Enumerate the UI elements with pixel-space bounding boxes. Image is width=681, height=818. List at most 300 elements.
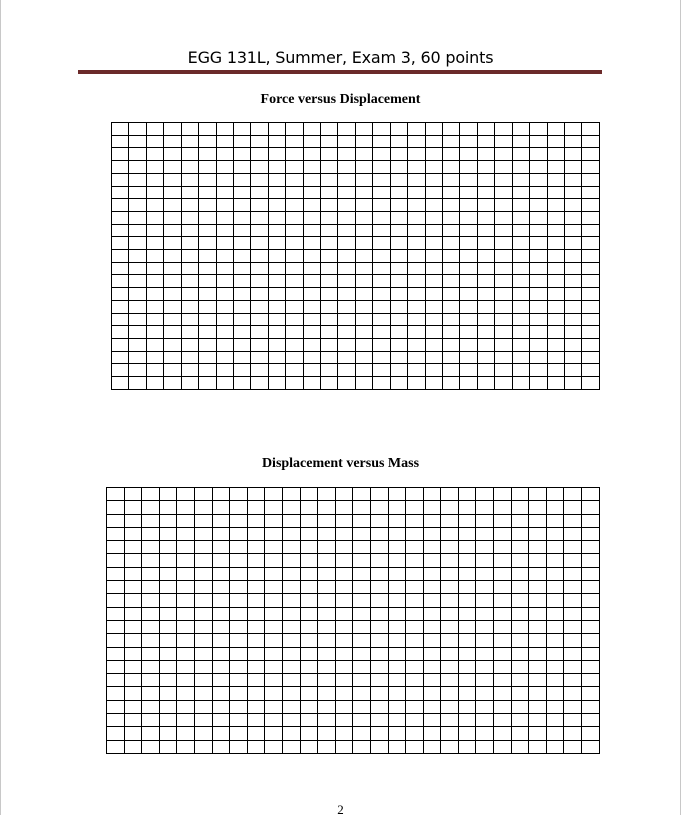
grid-cell <box>216 351 233 364</box>
grid-cell <box>406 660 424 673</box>
grid-cell <box>494 567 512 580</box>
grid-cell <box>142 554 160 567</box>
grid-cell <box>230 647 248 660</box>
grid-cell <box>477 211 494 224</box>
grid-cell <box>582 148 600 161</box>
grid-cell <box>251 237 268 250</box>
grid-cell <box>406 740 424 753</box>
grid-cell <box>286 123 303 136</box>
grid-cell <box>476 554 494 567</box>
grid-row <box>112 250 600 263</box>
grid-cell <box>530 148 547 161</box>
grid-cell <box>303 237 320 250</box>
grid-cell <box>335 541 353 554</box>
grid-row <box>107 634 600 647</box>
grid-cell <box>582 338 600 351</box>
grid-cell <box>199 288 216 301</box>
grid-cell <box>321 148 338 161</box>
grid-cell <box>199 338 216 351</box>
grid-cell <box>124 647 142 660</box>
grid-cell <box>321 275 338 288</box>
grid-cell <box>177 727 195 740</box>
grid-cell <box>476 674 494 687</box>
grid-cell <box>124 687 142 700</box>
grid-cell <box>286 300 303 313</box>
grid-cell <box>338 338 355 351</box>
grid-cell <box>564 275 581 288</box>
grid-cell <box>408 300 425 313</box>
grid-cell <box>355 275 372 288</box>
grid-cell <box>582 727 600 740</box>
grid-cell <box>321 250 338 263</box>
grid-cell <box>142 687 160 700</box>
grid-cell <box>300 594 318 607</box>
grid-cell <box>423 714 441 727</box>
grid-cell <box>564 313 581 326</box>
grid-cell <box>251 288 268 301</box>
grid-cell <box>408 135 425 148</box>
grid-cell <box>441 634 459 647</box>
grid-cell <box>265 620 283 633</box>
grid-cell <box>443 123 460 136</box>
grid-cell <box>511 660 529 673</box>
grid-cell <box>406 594 424 607</box>
grid-cell <box>370 554 388 567</box>
grid-cell <box>142 647 160 660</box>
grid-cell <box>177 501 195 514</box>
grid-cell <box>495 313 512 326</box>
grid-cell <box>582 250 600 263</box>
grid-cell <box>335 501 353 514</box>
grid-cell <box>177 714 195 727</box>
grid-cell <box>408 364 425 377</box>
grid-cell <box>335 700 353 713</box>
grid-cell <box>406 554 424 567</box>
grid-cell <box>477 224 494 237</box>
grid-cell <box>476 687 494 700</box>
grid-cell <box>142 727 160 740</box>
grid-cell <box>408 313 425 326</box>
grid-cell <box>181 326 198 339</box>
grid-row <box>107 727 600 740</box>
grid-cell <box>216 161 233 174</box>
grid-cell <box>338 300 355 313</box>
grid-cell <box>355 173 372 186</box>
grid-cell <box>335 620 353 633</box>
grid-cell <box>146 135 163 148</box>
grid-cell <box>460 262 477 275</box>
grid-cell <box>233 224 250 237</box>
grid-cell <box>494 607 512 620</box>
grid-row <box>107 541 600 554</box>
grid-cell <box>251 211 268 224</box>
grid-cell <box>460 161 477 174</box>
grid-cell <box>303 326 320 339</box>
grid-cell <box>159 581 177 594</box>
grid-cell <box>477 186 494 199</box>
grid-cell <box>282 634 300 647</box>
grid-cell <box>338 250 355 263</box>
grid-cell <box>423 594 441 607</box>
grid-cell <box>251 313 268 326</box>
grid-row <box>107 554 600 567</box>
grid-cell <box>335 634 353 647</box>
grid-cell <box>124 607 142 620</box>
grid-cell <box>423 607 441 620</box>
grid-cell <box>233 288 250 301</box>
grid-cell <box>355 250 372 263</box>
grid-cell <box>547 326 564 339</box>
grid-cell <box>335 567 353 580</box>
grid-cell <box>177 620 195 633</box>
grid-cell <box>406 567 424 580</box>
grid-cell <box>373 148 390 161</box>
grid-cell <box>458 541 476 554</box>
grid-cell <box>265 488 283 501</box>
grid-cell <box>159 527 177 540</box>
grid-cell <box>460 186 477 199</box>
grid-cell <box>318 501 336 514</box>
grid-cell <box>216 186 233 199</box>
grid-cell <box>547 364 564 377</box>
grid-cell <box>247 647 265 660</box>
grid-cell <box>408 262 425 275</box>
grid-cell <box>370 514 388 527</box>
grid-cell <box>233 300 250 313</box>
grid-cell <box>233 237 250 250</box>
grid-cell <box>321 237 338 250</box>
grid-cell <box>112 262 129 275</box>
grid-cell <box>268 199 285 212</box>
grid-cell <box>112 275 129 288</box>
grid-cell <box>460 173 477 186</box>
grid-cell <box>423 501 441 514</box>
grid-cell <box>370 620 388 633</box>
grid-cell <box>373 262 390 275</box>
grid-cell <box>335 607 353 620</box>
grid-cell <box>282 700 300 713</box>
grid-cell <box>181 199 198 212</box>
grid-cell <box>268 224 285 237</box>
grid-cell <box>495 377 512 390</box>
grid-cell <box>129 300 146 313</box>
grid-cell <box>355 326 372 339</box>
grid-cell <box>199 199 216 212</box>
grid-cell <box>564 173 581 186</box>
grid-cell <box>129 338 146 351</box>
grid-cell <box>582 173 600 186</box>
grid-cell <box>335 727 353 740</box>
grid-cell <box>129 377 146 390</box>
grid-cell <box>582 700 600 713</box>
grid-cell <box>388 634 406 647</box>
grid-cell <box>212 740 230 753</box>
grid-cell <box>268 275 285 288</box>
grid-cell <box>564 288 581 301</box>
grid-cell <box>511 700 529 713</box>
grid-cell <box>406 527 424 540</box>
grid-cell <box>477 173 494 186</box>
grid-cell <box>529 501 547 514</box>
grid-cell <box>547 211 564 224</box>
grid-cell <box>268 300 285 313</box>
grid-cell <box>321 377 338 390</box>
grid-cell <box>370 647 388 660</box>
grid-cell <box>247 727 265 740</box>
grid-cell <box>477 161 494 174</box>
grid-cell <box>355 300 372 313</box>
grid-cell <box>373 135 390 148</box>
grid-cell <box>159 634 177 647</box>
grid-cell <box>216 262 233 275</box>
grid-cell <box>321 313 338 326</box>
grid-cell <box>512 288 529 301</box>
grid-cell <box>230 620 248 633</box>
grid-cell <box>495 161 512 174</box>
grid-cell <box>164 186 181 199</box>
grid-cell <box>423 660 441 673</box>
grid-cell <box>129 123 146 136</box>
grid-cell <box>181 250 198 263</box>
grid-cell <box>181 364 198 377</box>
grid-cell <box>511 581 529 594</box>
grid-cell <box>286 211 303 224</box>
grid-cell <box>181 338 198 351</box>
grid-cell <box>230 634 248 647</box>
grid-cell <box>129 275 146 288</box>
grid-cell <box>423 647 441 660</box>
grid-cell <box>494 674 512 687</box>
grid-cell <box>251 250 268 263</box>
grid-cell <box>265 567 283 580</box>
grid-cell <box>265 554 283 567</box>
grid-cell <box>441 647 459 660</box>
grid-cell <box>425 377 442 390</box>
graph-title-displacement-mass: Displacement versus Mass <box>261 456 420 471</box>
grid-cell <box>530 211 547 224</box>
grid-cell <box>230 527 248 540</box>
grid-cell <box>318 620 336 633</box>
grid-cell <box>406 687 424 700</box>
grid-cell <box>460 211 477 224</box>
grid-cell <box>512 313 529 326</box>
grid-cell <box>423 700 441 713</box>
grid-cell <box>425 364 442 377</box>
grid-cell <box>564 727 582 740</box>
grid-cell <box>216 135 233 148</box>
grid-cell <box>124 700 142 713</box>
grid-cell <box>390 123 407 136</box>
grid-cell <box>112 364 129 377</box>
grid-cell <box>338 148 355 161</box>
grid-cell <box>530 161 547 174</box>
grid-cell <box>247 700 265 713</box>
grid-cell <box>529 527 547 540</box>
grid-cell <box>112 237 129 250</box>
grid-cell <box>318 594 336 607</box>
graph-grid-displacement-mass <box>106 487 600 754</box>
grid-cell <box>529 727 547 740</box>
grid-cell <box>476 700 494 713</box>
grid-cell <box>212 527 230 540</box>
grid-cell <box>194 554 212 567</box>
grid-cell <box>142 567 160 580</box>
grid-cell <box>530 338 547 351</box>
grid-cell <box>564 514 582 527</box>
grid-cell <box>142 620 160 633</box>
grid-cell <box>265 607 283 620</box>
grid-cell <box>564 262 581 275</box>
grid-cell <box>212 501 230 514</box>
grid-cell <box>390 313 407 326</box>
grid-cell <box>321 123 338 136</box>
grid-cell <box>494 527 512 540</box>
grid-cell <box>338 326 355 339</box>
grid-cell <box>199 313 216 326</box>
grid-cell <box>512 173 529 186</box>
grid-cell <box>338 364 355 377</box>
grid-cell <box>112 377 129 390</box>
grid-cell <box>582 288 600 301</box>
grid-cell <box>181 313 198 326</box>
grid-cell <box>443 250 460 263</box>
grid-cell <box>194 488 212 501</box>
grid-cell <box>388 727 406 740</box>
grid-cell <box>408 211 425 224</box>
grid-cell <box>547 338 564 351</box>
grid-row <box>112 338 600 351</box>
grid-cell <box>129 199 146 212</box>
grid-cell <box>494 647 512 660</box>
grid-cell <box>547 313 564 326</box>
grid-cell <box>390 275 407 288</box>
grid-cell <box>129 237 146 250</box>
grid-cell <box>112 326 129 339</box>
grid-row <box>107 594 600 607</box>
grid-cell <box>199 173 216 186</box>
grid-cell <box>495 288 512 301</box>
grid-cell <box>494 501 512 514</box>
grid-cell <box>265 714 283 727</box>
grid-cell <box>286 351 303 364</box>
grid-cell <box>230 567 248 580</box>
grid-cell <box>511 740 529 753</box>
grid-cell <box>441 727 459 740</box>
grid-cell <box>286 326 303 339</box>
grid-cell <box>146 364 163 377</box>
grid-cell <box>353 740 371 753</box>
grid-cell <box>212 594 230 607</box>
grid-cell <box>230 488 248 501</box>
grid-cell <box>233 161 250 174</box>
grid-cell <box>164 262 181 275</box>
grid-cell <box>530 262 547 275</box>
grid-cell <box>408 186 425 199</box>
grid-cell <box>373 186 390 199</box>
grid-cell <box>129 250 146 263</box>
grid-cell <box>303 161 320 174</box>
page-number: 2 <box>337 802 344 817</box>
grid-cell <box>112 250 129 263</box>
grid-cell <box>511 607 529 620</box>
grid-cell <box>582 377 600 390</box>
grid-cell <box>388 567 406 580</box>
grid-cell <box>230 700 248 713</box>
grid-cell <box>355 161 372 174</box>
grid-cell <box>370 660 388 673</box>
grid-cell <box>230 607 248 620</box>
grid-cell <box>142 674 160 687</box>
grid-cell <box>423 740 441 753</box>
grid-cell <box>477 262 494 275</box>
grid-cell <box>494 620 512 633</box>
grid-cell <box>582 199 600 212</box>
grid-cell <box>460 313 477 326</box>
grid-cell <box>107 581 125 594</box>
grid-cell <box>164 326 181 339</box>
grid-cell <box>546 501 564 514</box>
grid-cell <box>177 674 195 687</box>
grid-cell <box>282 620 300 633</box>
grid-cell <box>321 199 338 212</box>
grid-cell <box>564 700 582 713</box>
grid-cell <box>388 740 406 753</box>
grid-cell <box>146 173 163 186</box>
grid-cell <box>547 186 564 199</box>
grid-cell <box>529 714 547 727</box>
grid-cell <box>408 250 425 263</box>
grid-cell <box>268 123 285 136</box>
grid-cell <box>159 514 177 527</box>
grid-cell <box>142 514 160 527</box>
grid-cell <box>199 161 216 174</box>
grid-cell <box>177 594 195 607</box>
grid-cell <box>511 514 529 527</box>
grid-cell <box>547 250 564 263</box>
grid-cell <box>112 199 129 212</box>
grid-cell <box>251 173 268 186</box>
grid-cell <box>159 700 177 713</box>
grid-cell <box>441 541 459 554</box>
grid-cell <box>582 740 600 753</box>
grid-cell <box>124 527 142 540</box>
grid-cell <box>477 351 494 364</box>
grid-cell <box>282 687 300 700</box>
grid-cell <box>512 250 529 263</box>
grid-cell <box>441 527 459 540</box>
grid-row <box>112 123 600 136</box>
grid-cell <box>230 714 248 727</box>
grid-cell <box>265 660 283 673</box>
grid-cell <box>423 674 441 687</box>
grid-cell <box>212 567 230 580</box>
grid-cell <box>177 660 195 673</box>
grid-cell <box>268 313 285 326</box>
grid-cell <box>530 326 547 339</box>
grid-cell <box>112 173 129 186</box>
grid-cell <box>124 541 142 554</box>
grid-cell <box>443 275 460 288</box>
grid-cell <box>124 594 142 607</box>
grid-cell <box>443 338 460 351</box>
grid-cell <box>495 351 512 364</box>
grid-cell <box>512 338 529 351</box>
grid-cell <box>390 224 407 237</box>
grid-cell <box>265 514 283 527</box>
grid-cell <box>495 300 512 313</box>
grid-cell <box>564 161 581 174</box>
grid-cell <box>159 660 177 673</box>
